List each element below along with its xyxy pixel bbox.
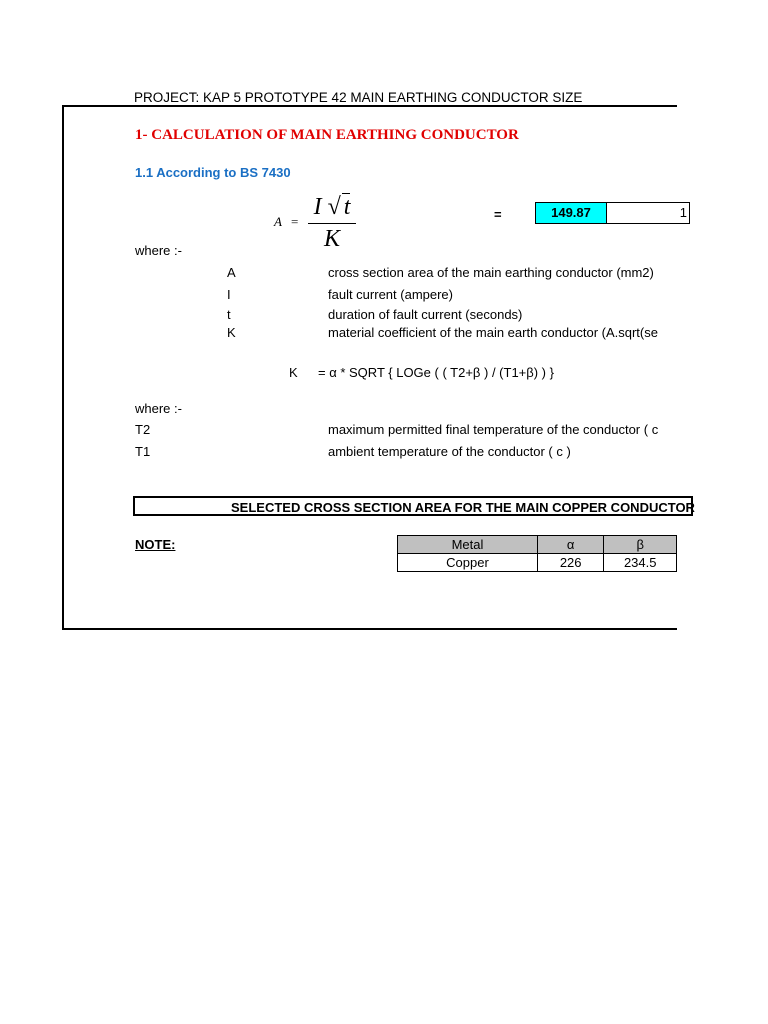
calculation-frame <box>62 105 695 630</box>
subsection-heading: 1.1 According to BS 7430 <box>135 165 291 180</box>
note-label: NOTE: <box>135 537 176 552</box>
cell-beta[interactable]: 234.5 <box>604 554 677 572</box>
header-metal: Metal <box>398 536 538 554</box>
formula-current: I <box>313 194 322 220</box>
sqrt-icon: √ <box>327 194 341 220</box>
formula-denominator: K <box>323 226 340 252</box>
k-formula-expression: = α * SQRT { LOGe ( ( T2+β ) / (T1+β) ) } <box>318 365 554 380</box>
temp-desc-t1: ambient temperature of the conductor ( c ) <box>328 444 571 459</box>
formula-equals: = <box>290 213 299 229</box>
where-label: where :- <box>135 243 182 258</box>
var-desc-a: cross section area of the main earthing conductor (mm2) <box>328 265 654 280</box>
var-desc-k: material coefficient of the main earth conductor (A.sqrt(se <box>328 325 658 340</box>
var-symbol-t: t <box>227 307 231 322</box>
result-next-cell[interactable]: 1 <box>606 202 690 224</box>
var-symbol-a: A <box>227 265 236 280</box>
formula-lhs: A <box>274 213 282 229</box>
temp-symbol-t1: T1 <box>135 444 151 459</box>
cell-alpha[interactable]: 226 <box>537 554 604 572</box>
project-title: PROJECT: KAP 5 PROTOTYPE 42 MAIN EARTHING CONDUCTOR SIZE <box>134 90 583 105</box>
table-row <box>398 554 677 572</box>
header-beta: β <box>604 536 677 554</box>
var-desc-t: duration of fault current (seconds) <box>328 307 523 322</box>
var-symbol-k: K <box>227 325 236 340</box>
result-value-cell[interactable]: 149.87 <box>535 202 607 224</box>
temp-symbol-t2: T2 <box>135 422 151 437</box>
area-formula <box>274 193 356 253</box>
var-desc-i: fault current (ampere) <box>328 287 453 302</box>
formula-time: t <box>343 194 351 220</box>
formula-fraction <box>308 193 357 253</box>
header-alpha: α <box>537 536 604 554</box>
result-equals: = <box>494 207 502 222</box>
selected-area-bar: SELECTED CROSS SECTION AREA FOR THE MAIN COPPER CONDUCTOR <box>133 496 693 516</box>
var-symbol-i: I <box>227 287 231 302</box>
temp-desc-t2: maximum permitted final temperature of the conductor ( c <box>328 422 659 437</box>
formula-numerator <box>308 193 357 224</box>
k-formula-symbol: K <box>289 365 298 380</box>
table-header-row <box>398 536 677 554</box>
coefficient-table <box>397 535 677 572</box>
where-label-2: where :- <box>135 401 182 416</box>
cell-metal[interactable]: Copper <box>398 554 538 572</box>
section-heading: 1- CALCULATION OF MAIN EARTHING CONDUCTOR <box>135 127 519 143</box>
